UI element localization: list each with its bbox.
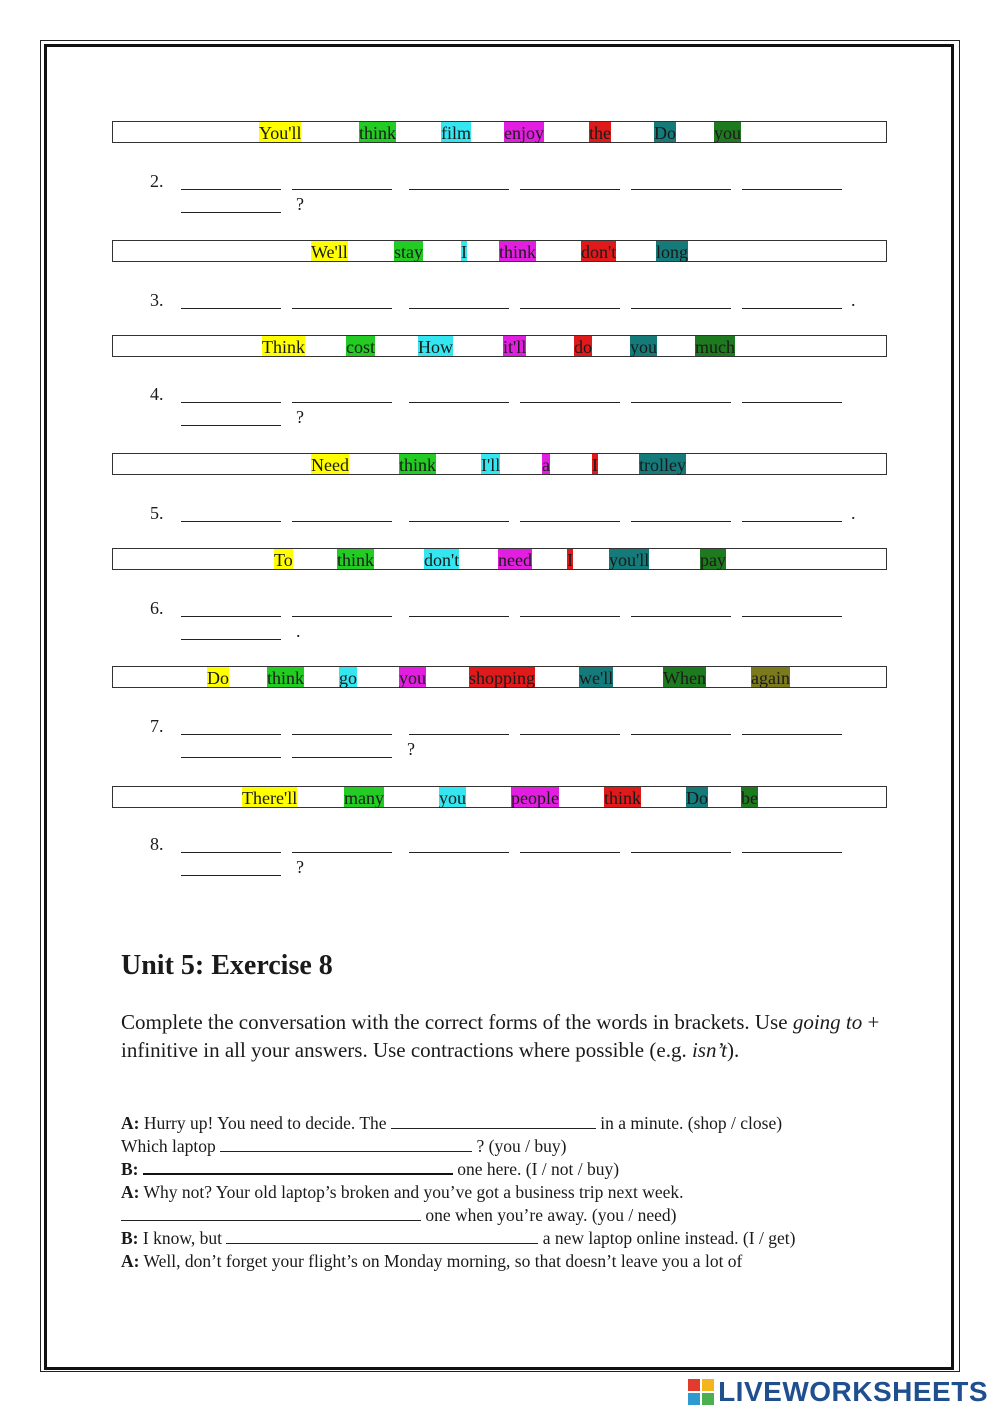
word-bank-box (112, 335, 887, 357)
instructions-emphasis-going-to: going to (792, 1010, 863, 1034)
dialogue-text: Well, don’t forget your flight’s on Monday morning, so that doesn’t leave you a lot of (139, 1251, 743, 1271)
liveworksheets-logo-icon (688, 1379, 714, 1405)
draggable-word[interactable]: you (630, 337, 657, 357)
question-number: 8. (150, 834, 164, 854)
draggable-word[interactable]: need (498, 550, 532, 570)
drop-blank[interactable] (742, 521, 842, 522)
liveworksheets-brand (688, 1374, 988, 1410)
exercise-instructions (121, 1008, 881, 1064)
drop-blank[interactable] (181, 639, 281, 640)
drop-blank[interactable] (520, 402, 620, 403)
word-bank-box (112, 786, 887, 808)
draggable-word[interactable]: go (339, 668, 357, 688)
question-end-mark: . (851, 503, 856, 523)
drop-blank[interactable] (409, 189, 509, 190)
speaker-a: A: (121, 1251, 140, 1271)
drop-blank[interactable] (742, 189, 842, 190)
draggable-word[interactable]: a (542, 455, 550, 475)
draggable-word[interactable]: think (359, 123, 397, 143)
drop-blank[interactable] (520, 521, 620, 522)
draggable-word[interactable]: you'll (609, 550, 650, 570)
dialogue-text: a new laptop online instead. (I / get) (538, 1228, 796, 1248)
draggable-word[interactable]: shopping (469, 668, 536, 688)
draggable-word[interactable]: We'll (311, 242, 348, 262)
instructions-line-2: + infinitive in all your answers. Use contractions where possible (e.g. (121, 1010, 880, 1062)
drop-blank[interactable] (181, 875, 281, 876)
drop-blank[interactable] (631, 402, 731, 403)
draggable-word[interactable]: You'll (259, 123, 302, 143)
word-bank-box (112, 121, 887, 143)
draggable-word[interactable]: you (714, 123, 741, 143)
draggable-word[interactable]: it'll (503, 337, 527, 357)
drop-blank[interactable] (742, 852, 842, 853)
question-end-mark: ? (296, 194, 304, 214)
draggable-word[interactable]: you (399, 668, 426, 688)
question-number: 7. (150, 716, 164, 736)
draggable-word[interactable]: Do (654, 123, 676, 143)
draggable-word[interactable]: think (399, 455, 437, 475)
drop-blank[interactable] (742, 402, 842, 403)
word-bank-box (112, 240, 887, 262)
answer-blank[interactable] (226, 1229, 538, 1244)
dialogue-text: ? (you / buy) (472, 1136, 567, 1156)
draggable-word[interactable]: There'll (242, 788, 298, 808)
question-end-mark: ? (407, 739, 415, 759)
drop-blank[interactable] (292, 521, 392, 522)
drop-blank[interactable] (520, 189, 620, 190)
draggable-word[interactable]: don't (581, 242, 617, 262)
dialogue-line-7 (121, 1250, 881, 1273)
drop-blank[interactable] (181, 402, 281, 403)
answer-blank[interactable] (220, 1137, 472, 1152)
draggable-word[interactable]: stay (394, 242, 423, 262)
draggable-word[interactable]: trolley (639, 455, 686, 475)
question-end-mark: . (851, 290, 856, 310)
draggable-word[interactable]: think (499, 242, 537, 262)
drop-blank[interactable] (181, 616, 281, 617)
drop-blank[interactable] (631, 852, 731, 853)
draggable-word[interactable]: we'll (579, 668, 614, 688)
brand-name: LIVEWORKSHEETS (718, 1376, 988, 1407)
drop-blank[interactable] (292, 757, 392, 758)
drop-blank[interactable] (181, 308, 281, 309)
drop-blank[interactable] (292, 734, 392, 735)
drop-blank[interactable] (181, 189, 281, 190)
dialogue-text: in a minute. (shop / close) (595, 1113, 783, 1133)
question-number: 2. (150, 171, 164, 191)
drop-blank[interactable] (181, 212, 281, 213)
draggable-word[interactable]: I'll (481, 455, 501, 475)
draggable-word[interactable]: many (344, 788, 384, 808)
draggable-word[interactable]: When (663, 668, 706, 688)
word-bank-box (112, 548, 887, 570)
dialogue-text: I know, but (138, 1228, 227, 1248)
draggable-word[interactable]: think (604, 788, 642, 808)
drop-blank[interactable] (409, 402, 509, 403)
dialogue-line-2 (121, 1135, 881, 1158)
question-end-mark: . (296, 621, 301, 641)
drop-blank[interactable] (181, 425, 281, 426)
speaker-a: A: (121, 1113, 140, 1133)
dialogue-line-5 (121, 1204, 881, 1227)
question-number: 6. (150, 598, 164, 618)
drop-blank[interactable] (292, 308, 392, 309)
answer-blank[interactable] (143, 1159, 453, 1175)
draggable-word[interactable]: the (589, 123, 611, 143)
drop-blank[interactable] (742, 616, 842, 617)
dialogue-text: Which laptop (121, 1136, 221, 1156)
dialogue-text: Why not? Your old laptop’s broken and you’ve got a business trip next week. (139, 1182, 684, 1202)
draggable-word[interactable]: I (592, 455, 598, 475)
dialogue-text: one when you’re away. (you / need) (421, 1205, 677, 1225)
drop-blank[interactable] (742, 308, 842, 309)
dialogue-line-3 (121, 1158, 881, 1181)
draggable-word[interactable]: do (574, 337, 592, 357)
draggable-word[interactable]: Need (311, 455, 349, 475)
word-bank-box (112, 666, 887, 688)
dialogue-text: Hurry up! You need to decide. The (139, 1113, 391, 1133)
drop-blank[interactable] (409, 616, 509, 617)
drop-blank[interactable] (292, 402, 392, 403)
draggable-word[interactable]: cost (346, 337, 375, 357)
drop-blank[interactable] (409, 308, 509, 309)
draggable-word[interactable]: enjoy (504, 123, 544, 143)
drop-blank[interactable] (181, 521, 281, 522)
question-end-mark: ? (296, 407, 304, 427)
question-number: 4. (150, 384, 164, 404)
draggable-word[interactable]: don't (424, 550, 460, 570)
draggable-word[interactable]: think (337, 550, 375, 570)
speaker-a: A: (121, 1182, 140, 1202)
drop-blank[interactable] (631, 616, 731, 617)
instructions-line-1: Complete the conversation with the correct forms of the words in brackets. Use (121, 1010, 788, 1034)
drop-blank[interactable] (409, 521, 509, 522)
drop-blank[interactable] (181, 852, 281, 853)
speaker-b: B: (121, 1159, 139, 1179)
draggable-word[interactable]: Do (686, 788, 708, 808)
draggable-word[interactable]: I (461, 242, 467, 262)
draggable-word[interactable]: Think (262, 337, 305, 357)
draggable-word[interactable]: To (274, 550, 293, 570)
drop-blank[interactable] (292, 616, 392, 617)
draggable-word[interactable]: pay (700, 550, 726, 570)
dialogue-line-6 (121, 1227, 881, 1250)
draggable-word[interactable]: people (511, 788, 559, 808)
exercise-title: Unit 5: Exercise 8 (121, 950, 333, 981)
draggable-word[interactable]: Do (207, 668, 229, 688)
draggable-word[interactable]: long (656, 242, 689, 262)
speaker-b: B: (121, 1228, 139, 1248)
drop-blank[interactable] (520, 852, 620, 853)
conversation (121, 1112, 881, 1273)
drop-blank[interactable] (520, 308, 620, 309)
draggable-word[interactable]: be (741, 788, 758, 808)
draggable-word[interactable]: I (567, 550, 573, 570)
draggable-word[interactable]: think (267, 668, 305, 688)
drop-blank[interactable] (181, 734, 281, 735)
question-number: 3. (150, 290, 164, 310)
answer-blank[interactable] (121, 1206, 421, 1221)
word-bank-box (112, 453, 887, 475)
drop-blank[interactable] (742, 734, 842, 735)
dialogue-text: one here. (I / not / buy) (452, 1159, 620, 1179)
drop-blank[interactable] (292, 852, 392, 853)
instructions-emphasis-isnt: isn’t (691, 1038, 727, 1062)
drop-blank[interactable] (181, 757, 281, 758)
drop-blank[interactable] (631, 308, 731, 309)
dialogue-line-1 (121, 1112, 881, 1135)
draggable-word[interactable]: again (751, 668, 790, 688)
drop-blank[interactable] (631, 734, 731, 735)
instructions-line-3: ). (726, 1038, 740, 1062)
drop-blank[interactable] (409, 734, 509, 735)
drop-blank[interactable] (520, 734, 620, 735)
drop-blank[interactable] (409, 852, 509, 853)
drop-blank[interactable] (631, 189, 731, 190)
drop-blank[interactable] (520, 616, 620, 617)
draggable-word[interactable]: much (695, 337, 735, 357)
draggable-word[interactable]: you (439, 788, 466, 808)
drop-blank[interactable] (292, 189, 392, 190)
question-number: 5. (150, 503, 164, 523)
draggable-word[interactable]: How (418, 337, 453, 357)
question-end-mark: ? (296, 857, 304, 877)
answer-blank[interactable] (391, 1114, 596, 1129)
drop-blank[interactable] (631, 521, 731, 522)
dialogue-line-4 (121, 1181, 881, 1204)
draggable-word[interactable]: film (441, 123, 471, 143)
